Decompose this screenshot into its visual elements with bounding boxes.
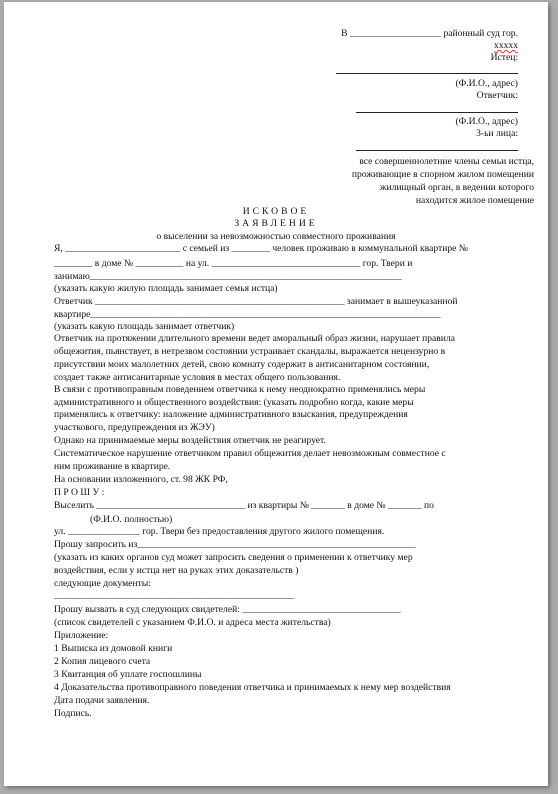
body-line: Я, ________________________ с семьей из ________ человек проживаю в коммунальной квартире № <box>54 243 468 254</box>
body-line: Прошу вызвать в суд следующих свидетелей: _________________________________ <box>54 604 401 615</box>
third-parties-label: 3-ьи лица: <box>476 128 518 139</box>
plaintiff-label: Истец: <box>490 52 518 63</box>
body-line: занимаю_________________________________________________________________ <box>54 271 402 282</box>
body-line: ________ в доме № __________ на ул. _______________________________ гор. Твери и <box>54 258 413 269</box>
title-line-3: о выселении за невозможностью совместного проживания <box>156 231 396 242</box>
body-line: Приложение: <box>54 630 109 641</box>
defendant-label: Ответчик: <box>476 90 518 101</box>
body-line: следующие документы: <box>54 578 151 589</box>
defendant-fio-hint: (Ф.И.О., адрес) <box>455 116 518 127</box>
body-line: (указать из каких органов суд может запросить сведения о применении к ответчику мер <box>54 552 413 563</box>
third-party-4: находится жилое помещение <box>415 195 534 206</box>
body-line: Прошу запросить из__________________________________________________________ <box>54 539 416 550</box>
defendant-line <box>356 112 518 113</box>
body-line: административного и общественного воздействия: (указать подробно когда, какие меры <box>54 397 414 408</box>
body-line: (указать какую жилую площадь занимает семья истца) <box>54 283 278 294</box>
body-line: 2 Копия лицевого счета <box>54 656 151 667</box>
title-line-1: ИСКОВОЕ <box>242 206 310 217</box>
city-placeholder: ххххх <box>494 40 518 51</box>
body-line: 3 Квитанция об уплате госпошлины <box>54 669 202 680</box>
third-party-3: жилищный орган, в ведении которого <box>379 182 534 193</box>
title-line-2: ЗАЯВЛЕНИЕ <box>234 218 318 229</box>
body-line: воздействия, если у истца нет на руках этих доказательств ) <box>54 565 299 576</box>
body-line: Дата подачи заявления. <box>54 695 150 706</box>
body-line: ул. _______________ гор. Твери без предоставления другого жилого помещения. <box>54 526 385 537</box>
body-line: общежития, пьянствует, в нетрезвом состоянии устраивает скандалы, выражается нецензурно в <box>54 346 446 357</box>
court-line: В ___________________ районный суд гор. <box>341 28 518 39</box>
body-line: присутствии моих малолетних детей, свою комнату содержит в антисанитарном состоянии, <box>54 359 430 370</box>
third-party-2: проживающие в спорном жилом помещении <box>351 169 534 180</box>
body-line: Однако на принимаемые меры воздействия ответчик не реагирует. <box>54 435 326 446</box>
body-line: Ответчик на протяжении длительного времени ведет аморальный образ жизни, нарушает правила <box>54 333 455 344</box>
body-line: 1 Выписка из домовой книги <box>54 643 173 654</box>
third-party-1: все совершеннолетние члены семьи истца, <box>359 156 534 167</box>
body-line: Ответчик ____________________________________________________ занимает в вышеуказанной <box>54 296 458 307</box>
body-line: участкового, предупреждения из ЖЭУ) <box>54 422 215 433</box>
third-parties-line <box>356 150 518 151</box>
body-line: (список свидетелей с указанием Ф.И.О. и адреса места жительства) <box>54 617 331 628</box>
body-line: В связи с противоправным поведением ответчика к нему неоднократно применялись меры <box>54 384 426 395</box>
body-line: __________________________________________________ <box>54 590 294 601</box>
body-line: (указать какую площадь занимает ответчик) <box>54 321 235 332</box>
body-line: создает также антисанитарные условия в местах общего пользования. <box>54 372 341 383</box>
body-line: П Р О Ш У : <box>54 487 105 498</box>
body-line: 4 Доказательства противоправного поведения ответчика и принимаемых к нему мер воздействия <box>54 682 451 693</box>
plaintiff-line <box>336 73 518 74</box>
body-line: ним проживание в квартире. <box>54 461 171 472</box>
body-line: (Ф.И.О. полностью) <box>90 514 173 525</box>
body-line: Выселить _______________________________ из квартиры № _______ в доме № _______ по <box>54 500 434 511</box>
body-line: Подпись. <box>54 708 92 719</box>
body-line: квартире_________________________________________________________________________ <box>54 309 441 320</box>
plaintiff-fio-hint: (Ф.И.О., адрес) <box>455 78 518 89</box>
body-line: применялись к ответчику: наложение административного взыскания, предупреждения <box>54 409 408 420</box>
body-line: Систематическое нарушение ответчиком правил общежития делает невозможным совместное с <box>54 448 446 459</box>
body-line: На основании изложенного, ст. 98 ЖК РФ, <box>54 474 228 485</box>
document-page <box>4 2 548 786</box>
